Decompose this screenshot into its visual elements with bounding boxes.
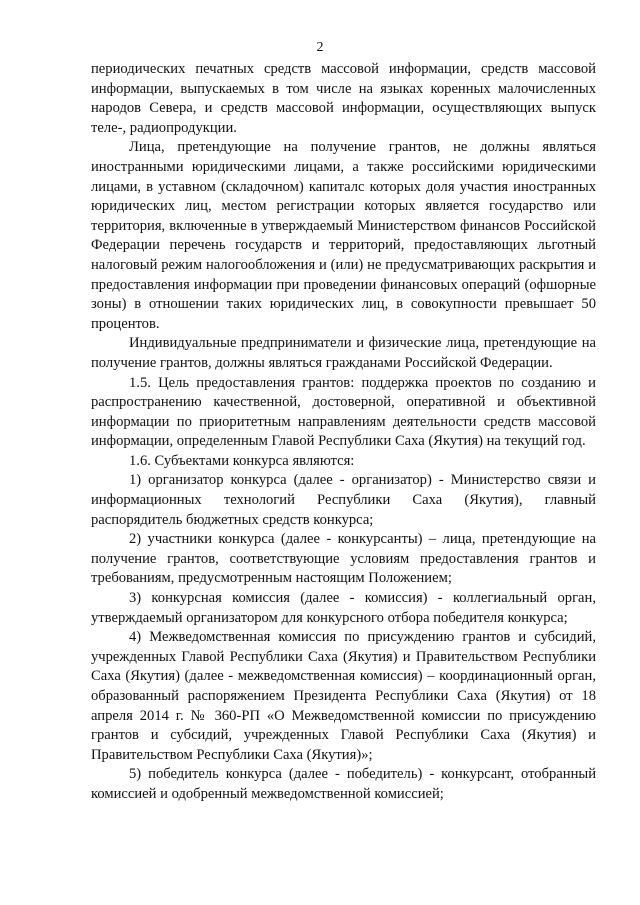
paragraph-1-5-goal: 1.5. Цель предоставления грантов: поддержка проектов по созданию и распространению качественной, достоверной, оперативной и объективной информации по приоритетным направлениям деятельности средств массовой информации, определенным Главой Республики Саха (Якутия) на текущий год. [91,374,596,450]
paragraph-individuals: Индивидуальные предприниматели и физические лица, претендующие на получение грантов, должны являться гражданами Российской Федерации. [91,335,596,371]
page-number: 2 [316,40,324,55]
paragraph-foreign-entities: Лица, претендующие на получение грантов, не должны являться иностранными юридическими лицами, а также российскими юридическими лицами, в уставном (складочном) капиталс которых доля участия иностранных юридических лиц, местом регистрации которых является государство или территория, включенные в утверждаемый Министерством финансов Российской Федерации перечень государств и территорий, предоставляющих льготный налоговый режим налогообложения и (или) не предусматривающих раскрытия и предоставления информации при проведении финансовых операций (офшорные зоны) в отношении таких юридических лиц, в совокупности превышает 50 процентов. [91,139,596,332]
list-item-winner: 5) победитель конкурса (далее - победитель) - конкурсант, отобранный комиссией и одобренный межведомственной комиссией; [91,766,596,802]
paragraph-media-types: периодических печатных средств массовой информации, средств массовой информации, выпускаемых в том числе на языках коренных малочисленных народов Севера, и средств массовой информации, осуществляющих выпуск теле-, радиопродукции. [91,61,596,136]
list-item-organizer: 1) организатор конкурса (далее - организатор) - Министерство связи и информационных технологий Республики Саха (Якутия), главный распорядитель бюджетных средств конкурса; [91,472,596,528]
list-item-commission: 3) конкурсная комиссия (далее - комиссия) - коллегиальный орган, утверждаемый организатором для конкурсного отбора победителя конкурса; [91,590,596,626]
list-item-participants: 2) участники конкурса (далее - конкурсанты) – лица, претендующие на получение грантов, соответствующие условиям предоставления грантов и требованиям, предусмотренным настоящим Положением; [91,531,596,587]
document-body [91,60,596,805]
list-item-interagency-commission: 4) Межведомственная комиссия по присуждению грантов и субсидий, учрежденных Главой Республики Саха (Якутия) и Правительством Республики Саха (Якутия) (далее - межведомственная комиссия) – координационный орган, образованный распоряжением Президента Республики Саха (Якутия) от 18 апреля 2014 г. № 360-РП «О Межведомственной комиссии по присуждению грантов и субсидий, учрежденных Главой Республики Саха (Якутия) и Правительством Республики Саха (Якутия)»; [91,629,596,763]
paragraph-1-6-subjects: 1.6. Субъектами конкурса являются: [129,452,355,469]
